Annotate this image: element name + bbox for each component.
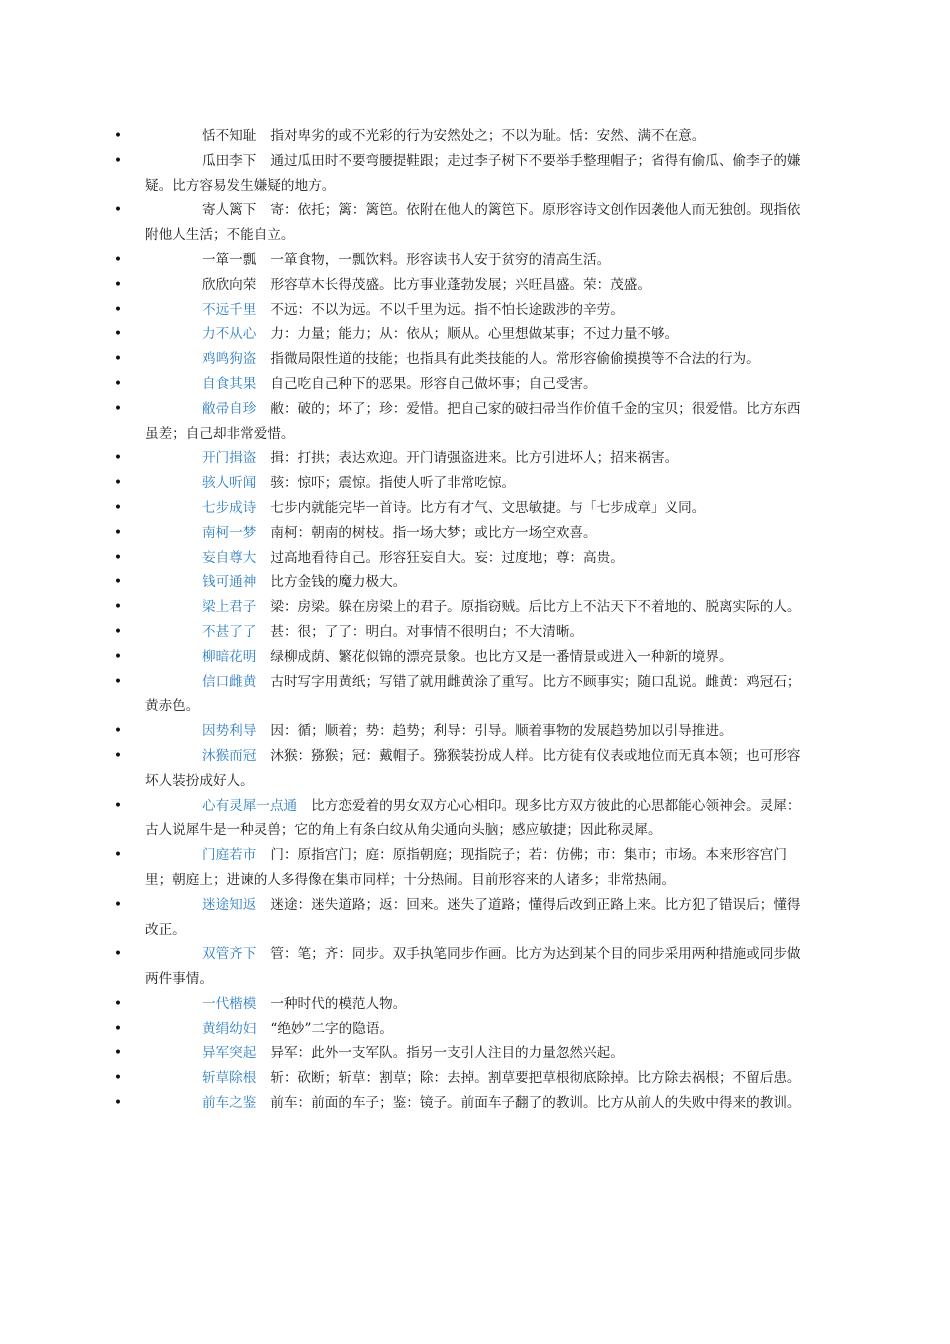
list-item bbox=[0, 992, 807, 1017]
bullet-marker: • bbox=[113, 276, 123, 293]
bullet-marker: • bbox=[113, 797, 123, 814]
idiom-term-link[interactable]: 妄自尊大 bbox=[202, 549, 257, 566]
bullet-marker: • bbox=[113, 946, 123, 963]
idiom-definition: 过高地看待自己。形容狂妄自大。妄：过度地；尊：高贵。 bbox=[270, 549, 624, 566]
bullet-marker: • bbox=[113, 301, 123, 318]
bullet-marker: • bbox=[113, 326, 123, 343]
bullet-marker: • bbox=[113, 375, 123, 392]
list-item bbox=[0, 273, 807, 298]
bullet-marker: • bbox=[113, 574, 123, 591]
bullet-marker: • bbox=[113, 648, 123, 665]
idiom-term-link[interactable]: 双管齐下 bbox=[202, 946, 257, 963]
list-item bbox=[0, 298, 807, 323]
idiom-definition: 寄：依托；篱：篱笆。依附在他人的篱笆下。原形容诗文创作因袭他人而无独创。现指依附他人生活；不能自立。 bbox=[145, 202, 801, 244]
idiom-definition: 指微局限性道的技能；也指具有此类技能的人。常形容偷偷摸摸等不合法的行为。 bbox=[270, 351, 760, 368]
list-item bbox=[0, 744, 807, 794]
idiom-term-link[interactable]: 敝帚自珍 bbox=[202, 400, 257, 417]
idiom-term: 恬不知耻 bbox=[202, 128, 257, 144]
idiom-list bbox=[0, 124, 950, 1116]
list-item bbox=[0, 942, 807, 992]
bullet-marker: • bbox=[113, 599, 123, 616]
list-item bbox=[0, 397, 807, 447]
idiom-definition: 因：循；顺着；势：趋势；利导：引导。顺着事物的发展趋势加以引导推进。 bbox=[270, 723, 733, 740]
list-item bbox=[0, 124, 807, 149]
list-item bbox=[0, 471, 807, 496]
bullet-marker: • bbox=[113, 847, 123, 864]
idiom-definition: 绿柳成荫、繁花似锦的漂亮景象。也比方又是一番情景或进入一种新的境界。 bbox=[270, 648, 733, 665]
bullet-marker: • bbox=[113, 202, 123, 219]
idiom-term-link[interactable]: 信口雌黄 bbox=[202, 673, 257, 690]
idiom-definition: 梁：房梁。躲在房梁上的君子。原指窃贼。后比方上不沾天下不着地的、脱离实际的人。 bbox=[270, 599, 801, 616]
bullet-marker: • bbox=[113, 623, 123, 640]
bullet-marker: • bbox=[113, 673, 123, 690]
idiom-definition: 异军：此外一支军队。指另一支引人注目的力量忽然兴起。 bbox=[270, 1045, 624, 1062]
list-item bbox=[0, 1091, 807, 1116]
list-item bbox=[0, 322, 807, 347]
idiom-definition: 比方恋爱着的男女双方心心相印。现多比方双方彼此的心思都能心领神会。灵犀：古人说犀牛是一种灵兽；它的角上有条白纹从角尖通向头脑；感应敏捷；因此称灵犀。 bbox=[145, 797, 801, 839]
idiom-definition: 沐猴：猕猴；冠：戴帽子。猕猴装扮成人样。比方徒有仪表或地位而无真本领；也可形容坏人装扮成好人。 bbox=[145, 747, 801, 789]
bullet-marker: • bbox=[113, 450, 123, 467]
idiom-definition: 南柯：朝南的树枝。指一场大梦；或比方一场空欢喜。 bbox=[270, 524, 597, 541]
list-item bbox=[0, 843, 807, 893]
idiom-term-link[interactable]: 前车之鉴 bbox=[202, 1095, 257, 1112]
bullet-marker: • bbox=[113, 1095, 123, 1112]
idiom-term-link[interactable]: 不远千里 bbox=[202, 301, 257, 318]
idiom-term-link[interactable]: 沐猴而冠 bbox=[202, 747, 257, 764]
idiom-term: 瓜田李下 bbox=[202, 152, 257, 169]
idiom-definition: 一箪食物，一瓢饮料。形容读书人安于贫穷的清高生活。 bbox=[270, 251, 611, 268]
list-item bbox=[0, 794, 807, 844]
list-item bbox=[0, 719, 807, 744]
idiom-definition: 通过瓜田时不要弯腰提鞋跟；走过李子树下不要举手整理帽子；省得有偷瓜、偷李子的嫌疑。比方容易发生嫌疑的地方。 bbox=[145, 152, 801, 194]
list-item bbox=[0, 645, 807, 670]
list-item bbox=[0, 198, 807, 248]
list-item bbox=[0, 496, 807, 521]
bullet-marker: • bbox=[113, 499, 123, 516]
idiom-definition: “绝妙”二字的隐语。 bbox=[270, 1020, 394, 1037]
idiom-definition: 管：笔；齐：同步。双手执笔同步作画。比方为达到某个目的同步采用两种措施或同步做两件事情。 bbox=[145, 946, 801, 988]
list-item bbox=[0, 893, 807, 943]
idiom-definition: 揖：打拱；表达欢迎。开门请强盗进来。比方引进坏人；招来祸害。 bbox=[270, 450, 679, 467]
idiom-definition: 迷途：迷失道路；返：回来。迷失了道路；懂得后改到正路上来。比方犯了错误后；懂得改正。 bbox=[145, 896, 801, 938]
idiom-definition: 不远：不以为远。不以千里为远。指不怕长途跋涉的辛劳。 bbox=[270, 301, 624, 318]
bullet-marker: • bbox=[113, 251, 123, 268]
list-item bbox=[0, 521, 807, 546]
idiom-definition: 门：原指宫门；庭：原指朝庭；现指院子；若：仿佛；市：集市；市场。本来形容宫门里；朝庭上；进谏的人多得像在集市同样；十分热闹。目前形容来的人诸多；非常热闹。 bbox=[145, 847, 787, 888]
idiom-definition: 古时写字用黄纸；写错了就用雌黄涂了重写。比方不顾事实；随口乱说。雌黄：鸡冠石；黄赤色。 bbox=[145, 673, 801, 715]
idiom-term: 一箪一瓢 bbox=[202, 251, 257, 268]
list-item bbox=[0, 248, 807, 273]
list-item bbox=[0, 595, 807, 620]
idiom-term-link[interactable]: 七步成诗 bbox=[202, 499, 257, 516]
idiom-term: 欣欣向荣 bbox=[202, 276, 257, 293]
idiom-definition: 七步内就能完毕一首诗。比方有才气、文思敏捷。与「七步成章」义同。 bbox=[270, 499, 706, 516]
bullet-marker: • bbox=[113, 1020, 123, 1037]
list-item bbox=[0, 372, 807, 397]
idiom-term-link[interactable]: 门庭若市 bbox=[202, 847, 257, 864]
idiom-term-link[interactable]: 心有灵犀一点通 bbox=[202, 797, 298, 814]
list-item bbox=[0, 1041, 807, 1066]
list-item bbox=[0, 1066, 807, 1091]
idiom-term-link[interactable]: 骇人听闻 bbox=[202, 475, 257, 492]
idiom-definition: 力：力量；能力；从：依从；顺从。心里想做某事；不过力量不够。 bbox=[270, 326, 679, 343]
idiom-term-link[interactable]: 柳暗花明 bbox=[202, 648, 257, 665]
bullet-marker: • bbox=[113, 549, 123, 566]
idiom-term-link[interactable]: 自食其果 bbox=[202, 375, 257, 392]
idiom-definition: 甚：很；了了：明白。对事情不很明白；不大清晰。 bbox=[270, 623, 584, 640]
idiom-term-link[interactable]: 不甚了了 bbox=[202, 623, 257, 640]
idiom-term-link[interactable]: 迷途知返 bbox=[202, 896, 257, 913]
idiom-definition: 骇：惊吓；震惊。指使人听了非常吃惊。 bbox=[270, 475, 516, 492]
bullet-marker: • bbox=[113, 995, 123, 1012]
list-item bbox=[0, 670, 807, 720]
list-item bbox=[0, 620, 807, 645]
bullet-marker: • bbox=[113, 351, 123, 368]
idiom-definition: 指对卑劣的或不光彩的行为安然处之；不以为耻。恬：安然、满不在意。 bbox=[270, 128, 706, 144]
idiom-definition: 敝：破的；坏了；珍：爱惜。把自己家的破扫帚当作价值千金的宝贝；很爱惜。比方东西虽差；自己却非常爱惜。 bbox=[145, 400, 801, 442]
idiom-definition: 比方金钱的魔力极大。 bbox=[270, 574, 407, 591]
list-item bbox=[0, 347, 807, 372]
bullet-marker: • bbox=[113, 723, 123, 740]
idiom-term-link[interactable]: 南柯一梦 bbox=[202, 524, 257, 541]
bullet-marker: • bbox=[113, 152, 123, 169]
idiom-term-link[interactable]: 因势利导 bbox=[202, 723, 257, 740]
list-item bbox=[0, 1017, 807, 1042]
list-item bbox=[0, 546, 807, 571]
idiom-term-link[interactable]: 钱可通神 bbox=[202, 574, 257, 591]
idiom-term-link[interactable]: 一代楷模 bbox=[202, 995, 257, 1012]
list-item bbox=[0, 570, 807, 595]
idiom-definition: 形容草木长得茂盛。比方事业蓬勃发展；兴旺昌盛。荣：茂盛。 bbox=[270, 276, 651, 293]
idiom-term-link[interactable]: 斩草除根 bbox=[202, 1070, 257, 1087]
bullet-marker: • bbox=[113, 1070, 123, 1087]
idiom-definition: 前车：前面的车子；鉴：镜子。前面车子翻了的教训。比方从前人的失败中得来的教训。 bbox=[270, 1095, 801, 1112]
bullet-marker: • bbox=[113, 747, 123, 764]
list-item bbox=[0, 149, 807, 199]
bullet-marker: • bbox=[113, 524, 123, 541]
idiom-term-link[interactable]: 梁上君子 bbox=[202, 599, 257, 616]
idiom-definition: 自己吃自己种下的恶果。形容自己做坏事；自己受害。 bbox=[270, 375, 597, 392]
bullet-marker: • bbox=[113, 896, 123, 913]
idiom-term-link[interactable]: 黄绢幼妇 bbox=[202, 1020, 257, 1037]
list-item bbox=[0, 446, 807, 471]
idiom-definition: 斩：砍断；斩草：割草；除：去掉。割草要把草根彻底除掉。比方除去祸根；不留后患。 bbox=[270, 1070, 801, 1087]
bullet-marker: • bbox=[113, 400, 123, 417]
idiom-term-link[interactable]: 力不从心 bbox=[202, 326, 257, 343]
idiom-term-link[interactable]: 异军突起 bbox=[202, 1045, 257, 1062]
idiom-definition: 一种时代的模范人物。 bbox=[270, 995, 407, 1012]
idiom-term-link[interactable]: 开门揖盗 bbox=[202, 450, 257, 467]
idiom-term: 寄人篱下 bbox=[202, 202, 257, 219]
idiom-term-link[interactable]: 鸡鸣狗盗 bbox=[202, 351, 257, 368]
bullet-marker: • bbox=[113, 128, 123, 144]
bullet-marker: • bbox=[113, 475, 123, 492]
bullet-marker: • bbox=[113, 1045, 123, 1062]
